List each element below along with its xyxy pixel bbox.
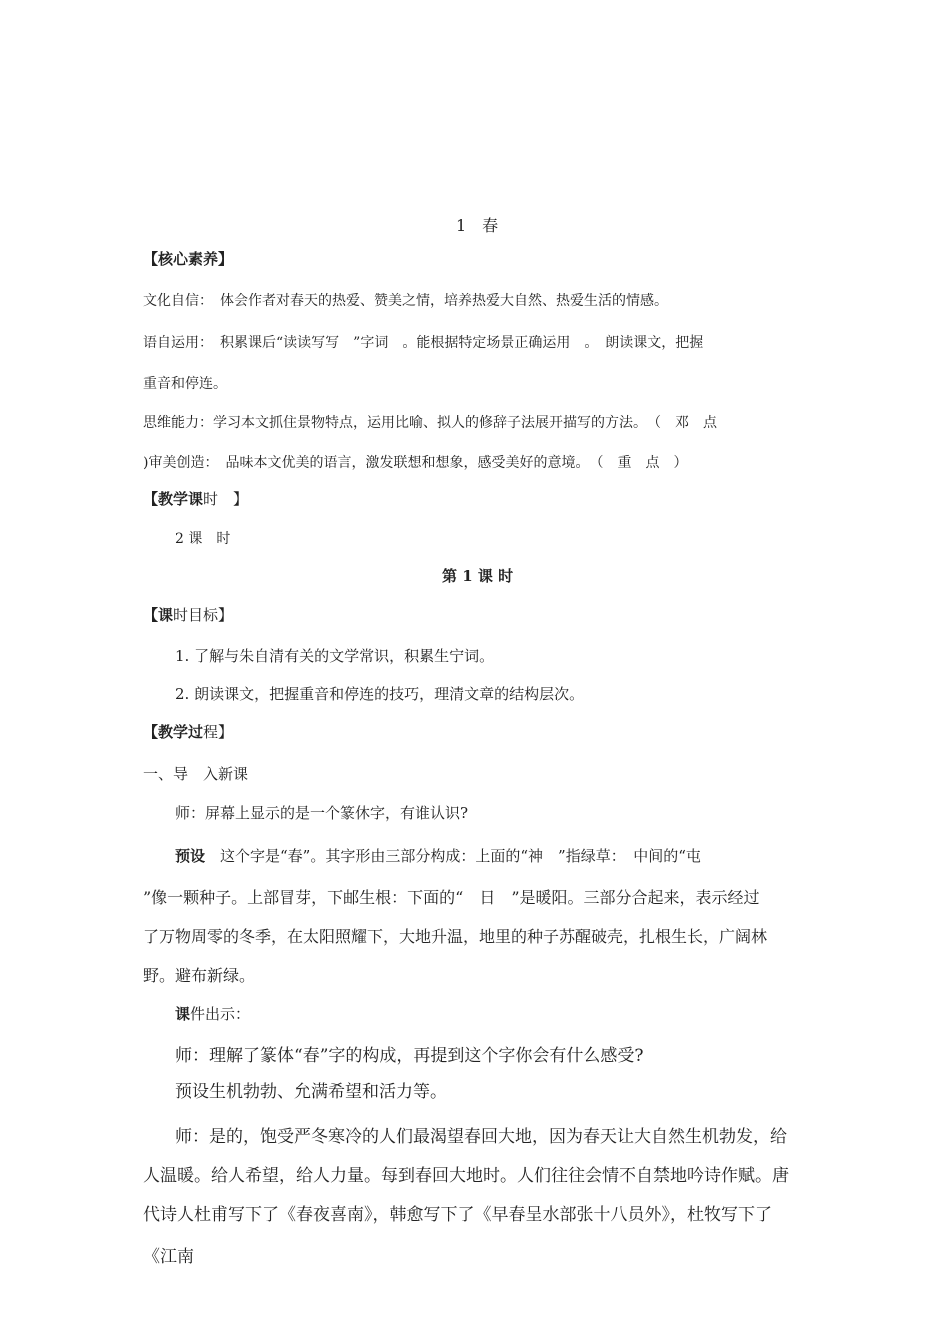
courseware-bold: 课 (175, 1005, 191, 1023)
preset-line3: 了万物周零的冬季，在太阳照耀下，大地升温，地里的种子苏醒破壳，扎根生长，广阔林 (143, 927, 768, 946)
period-title: 第 1 课 时 (442, 567, 514, 585)
goals-heading-bold: 【课 (143, 606, 174, 624)
preset-answer-2: 预设生机勃勃、允满希望和活力等。 (175, 1082, 447, 1102)
preset-text: 这个字是“春”。其字形由三部分构成：上面的“神 ”指绿草： 中间的“屯 (205, 847, 701, 865)
teacher-question-1: 师：屏幕上显示的是一个篆休字，有谁认识? (175, 804, 469, 822)
teacher-question-2: 师：理解了篆体“春”字的构成，再提到这个字你会有什么感受? (175, 1046, 644, 1066)
core-aesthetic: )审美创造： 品味本文优美的语言，激发联想和想象，感受美好的意境。 （ 重 点 ） (143, 455, 688, 471)
teacher-line1: 师：是的，饱受严冬寒冷的人们最渴望春回大地，因为春天让大自然生机勃发，给 (175, 1127, 787, 1147)
preset-line4: 野。避布新绿。 (143, 966, 256, 985)
hours-heading (143, 488, 248, 509)
core-heading: 【核心素养】 (143, 250, 234, 268)
teacher-line3: 代诗人杜甫写下了《春夜喜南》，韩愈写下了《早春呈水部张十八员外》，杜牧写下了 (143, 1205, 772, 1225)
core-thinking: 思维能力：学习本文抓住景物特点，运用比喻、拟人的修辞子法展开描写的方法。 （ 邓 点 (143, 415, 717, 431)
teacher-line4: 《江南 (143, 1247, 194, 1267)
preset-line1 (175, 845, 701, 866)
hours-heading-rest: 时 】 (203, 490, 249, 508)
goal-item-1: 1. 了解与朱自清有关的文学常识，积累生宁词。 (175, 647, 495, 665)
courseware-label (175, 1003, 250, 1024)
process-heading-bold: 【教学过 (143, 723, 204, 741)
courseware-rest: 件出示： (190, 1005, 251, 1023)
lesson-title: 1 春 (456, 216, 499, 235)
teacher-line2: 人温暖。给人希望，给人力量。每到春回大地时。人们往往会情不自禁地吟诗作赋。唐 (143, 1166, 789, 1186)
goals-heading-rest: 时目标】 (173, 606, 234, 624)
preset-line2: ”像一颗种子。上部冒芽，下邮生根：下面的“ 日 ”是暖阳。三部分合起来，表示经过 (143, 888, 760, 907)
goals-heading (143, 604, 233, 625)
section-intro: 一、导 入新课 (143, 765, 249, 783)
core-language-line2: 重音和停连。 (143, 376, 227, 392)
preset-label: 预设 (175, 847, 206, 865)
process-heading (143, 721, 233, 742)
hours-heading-bold: 【教学课 (143, 490, 204, 508)
hours-value: 2 课 时 (175, 531, 231, 547)
process-heading-rest: 程】 (203, 723, 234, 741)
goal-item-2: 2. 朗读课文，把握重音和停连的技巧，理清文章的结构层次。 (175, 685, 585, 703)
core-culture: 文化自信： 体会作者对春天的热爱、赞美之情，培养热爱大自然、热爱生活的情感。 (143, 293, 668, 309)
core-language-line1: 语自运用： 积累课后“读读写写 ”字词 。能根据特定场景正确运用 。 朗读课文，把握 (143, 335, 704, 351)
